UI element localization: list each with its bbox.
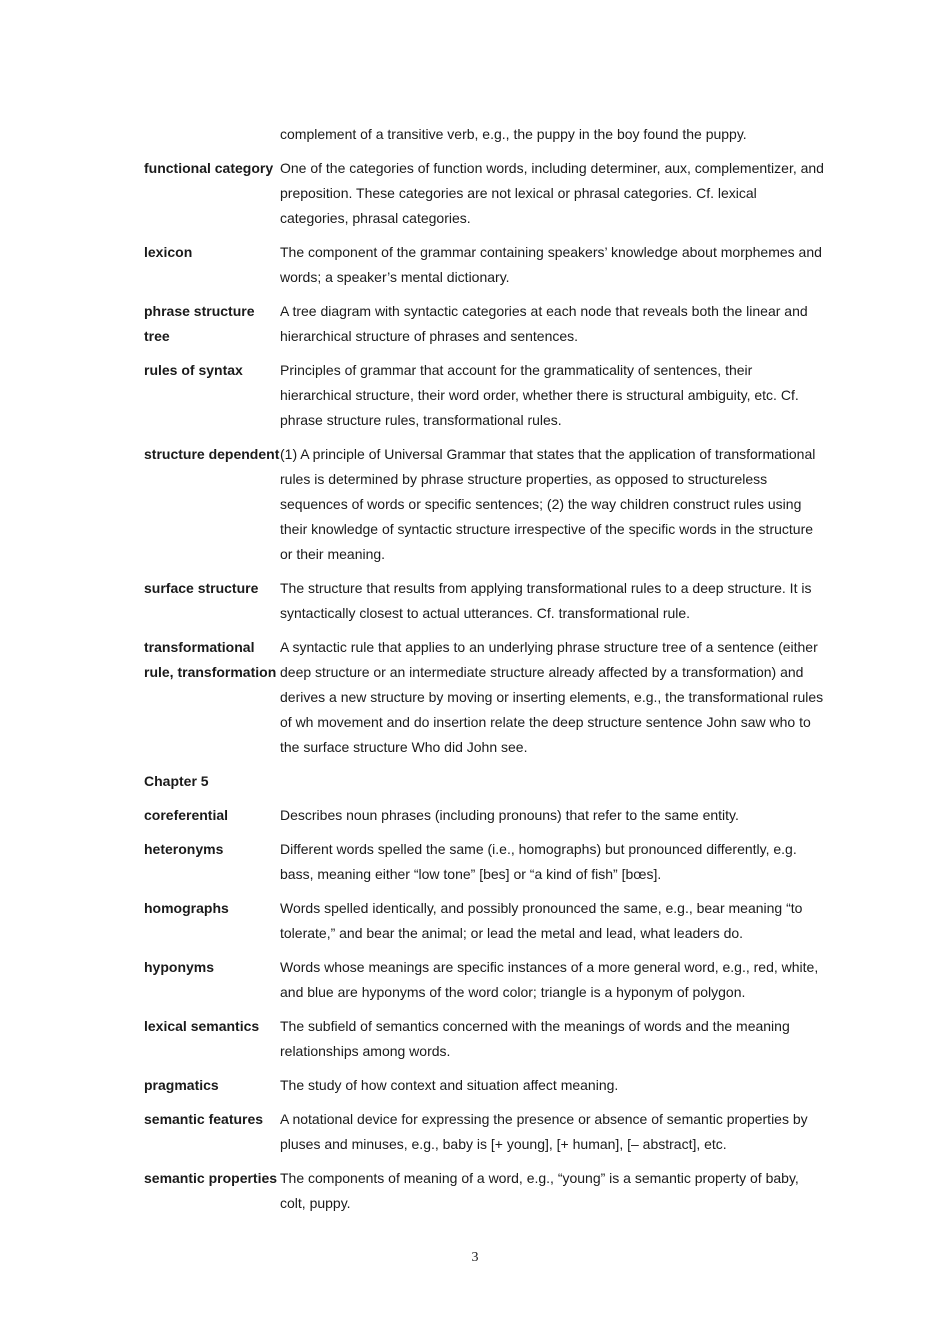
glossary-term: transformational rule, transformation bbox=[144, 639, 277, 680]
chapter-heading: Chapter 5 bbox=[144, 773, 209, 789]
glossary-term: semantic features bbox=[144, 1111, 264, 1127]
glossary-entry-lexicon bbox=[144, 240, 824, 290]
glossary-entry-functional-category bbox=[144, 156, 824, 231]
glossary-entry-phrase-structure-tree bbox=[144, 299, 824, 349]
glossary-definition: Words spelled identically, and possibly pronounced the same, e.g., bear meaning “to tolerate,” and bear the animal; or lead the metal and lead, what leaders do. bbox=[280, 900, 803, 941]
glossary-definition: The components of meaning of a word, e.g., “young” is a semantic property of baby, colt, puppy. bbox=[280, 1170, 799, 1211]
glossary-entry-semantic-properties bbox=[144, 1166, 824, 1216]
glossary-definition: The structure that results from applying transformational rules to a deep structure. It is syntactically closest to actual utterances. Cf. transformational rule. bbox=[280, 580, 812, 621]
glossary-definition: The component of the grammar containing speakers’ knowledge about morphemes and words; a speaker’s mental dictionary. bbox=[280, 244, 822, 285]
glossary-entry-homographs bbox=[144, 896, 824, 946]
glossary-entry-continuation bbox=[144, 122, 824, 147]
glossary-term: lexical semantics bbox=[144, 1018, 260, 1034]
glossary-definition: Different words spelled the same (i.e., homographs) but pronounced differently, e.g. bass, meaning either “low tone” [bes] or “a kind of fish” [bœs]. bbox=[280, 841, 797, 882]
glossary-term: structure dependent bbox=[144, 446, 280, 462]
glossary-entry-semantic-features bbox=[144, 1107, 824, 1157]
glossary-definition: Words whose meanings are specific instances of a more general word, e.g., red, white, and blue are hyponyms of the word color; triangle is a hyponym of polygon. bbox=[280, 959, 819, 1000]
glossary-definition: (1) A principle of Universal Grammar that states that the application of transformational rules is determined by phrase structure properties, as opposed to structureless sequences of words or specific sentences; (2) the way children construct rules using their knowledge of syntactic structure irrespective of the specific words in the structure or their meaning. bbox=[280, 446, 816, 562]
glossary-entry-hyponyms bbox=[144, 955, 824, 1005]
glossary-entry-coreferential bbox=[144, 803, 824, 828]
glossary-definition: A tree diagram with syntactic categories at each node that reveals both the linear and hierarchical structure of phrases and sentences. bbox=[280, 303, 808, 344]
glossary-term: hyponyms bbox=[144, 959, 215, 975]
glossary-term: coreferential bbox=[144, 807, 229, 823]
glossary-term: functional category bbox=[144, 160, 274, 176]
glossary-definition: One of the categories of function words, including determiner, aux, complementizer, and preposition. These categories are not lexical or phrasal categories. Cf. lexical categories, phrasal categories. bbox=[280, 160, 824, 226]
glossary-entry-heteronyms bbox=[144, 837, 824, 887]
glossary-definition: Principles of grammar that account for the grammaticality of sentences, their hierarchical structure, their word order, whether there is structural ambiguity, etc. Cf. phrase structure rules, transformational rules. bbox=[280, 362, 799, 428]
glossary-entry-pragmatics bbox=[144, 1073, 824, 1098]
glossary-definition: Describes noun phrases (including pronouns) that refer to the same entity. bbox=[280, 807, 739, 823]
glossary-definition: The study of how context and situation affect meaning. bbox=[280, 1077, 619, 1093]
glossary-definition: complement of a transitive verb, e.g., the puppy in the boy found the puppy. bbox=[280, 126, 747, 142]
glossary-term: pragmatics bbox=[144, 1077, 219, 1093]
glossary-entry-transformational-rule bbox=[144, 635, 824, 760]
page-number: 3 bbox=[471, 1250, 479, 1265]
glossary-term: homographs bbox=[144, 900, 229, 916]
glossary-definition: A syntactic rule that applies to an underlying phrase structure tree of a sentence (either deep structure or an intermediate structure already affected by a transformation) and derives a new structure by moving or inserting elements, e.g., the transformational rules of wh movement and do insertion relate the deep structure sentence John saw who to the surface structure Who did John see. bbox=[280, 639, 824, 755]
glossary-term: semantic properties bbox=[144, 1170, 278, 1186]
glossary-term: rules of syntax bbox=[144, 362, 243, 378]
glossary-entry-rules-of-syntax bbox=[144, 358, 824, 433]
glossary-term: lexicon bbox=[144, 244, 193, 260]
glossary-definition: The subfield of semantics concerned with the meanings of words and the meaning relationships among words. bbox=[280, 1018, 790, 1059]
glossary-term: heteronyms bbox=[144, 841, 224, 857]
glossary-term: phrase structure tree bbox=[144, 303, 255, 344]
glossary-definition: A notational device for expressing the presence or absence of semantic properties by pluses and minuses, e.g., baby is [+ young], [+ human], [– abstract], etc. bbox=[280, 1111, 808, 1152]
glossary-term: surface structure bbox=[144, 580, 259, 596]
glossary-entry-structure-dependent bbox=[144, 442, 824, 567]
glossary-page bbox=[144, 122, 824, 1225]
glossary-entry-surface-structure bbox=[144, 576, 824, 626]
glossary-entry-lexical-semantics bbox=[144, 1014, 824, 1064]
